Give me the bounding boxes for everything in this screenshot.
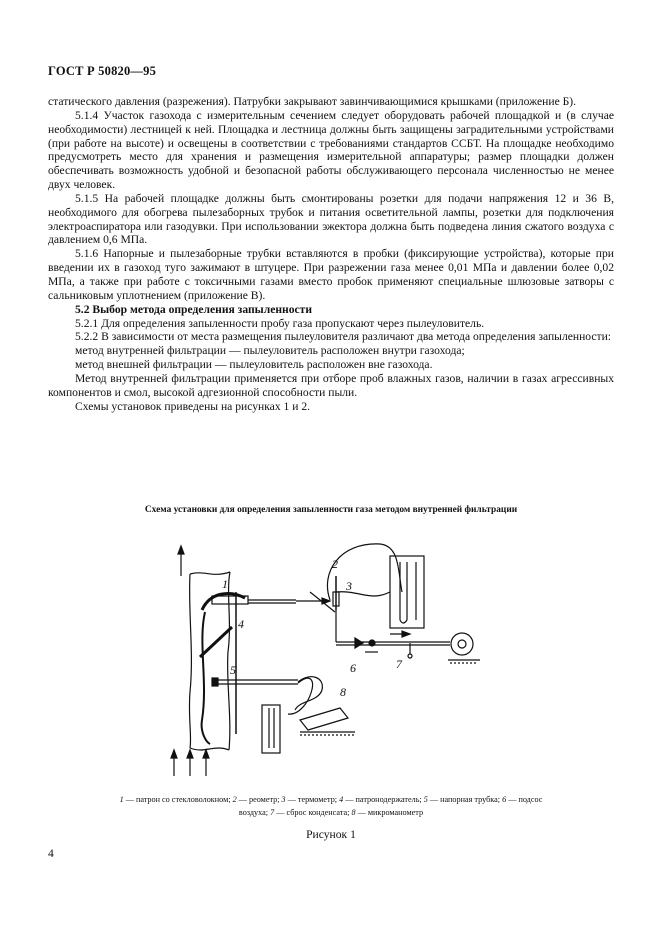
label-1: 1 [222, 577, 228, 591]
legend-text: воздуха; [238, 808, 271, 817]
label-6: 6 [350, 661, 356, 675]
legend-number: 3 [281, 795, 286, 804]
paragraph: 5.2.1 Для определения запыленности пробу газа пропускают через пылеуловитель. [75, 316, 485, 330]
label-2: 2 [332, 557, 338, 571]
legend-text: — микроманометр [355, 808, 424, 817]
page-number: 4 [48, 847, 54, 860]
paragraph: 5.2.2 В зависимости от места размещения пылеуловителя различают два метода определения запыленности: [75, 330, 612, 344]
body-text [48, 95, 614, 413]
figure-caption: Рисунок 1 [306, 828, 356, 841]
paragraph: метод внутренней фильтрации — пылеуловитель расположен внутри газохода; [75, 344, 465, 358]
label-5: 5 [230, 663, 236, 677]
legend-number: 8 [351, 808, 356, 817]
legend-text: — реометр; [236, 795, 282, 804]
legend-number: 1 [119, 795, 124, 804]
legend-number: 6 [502, 795, 507, 804]
figure-legend [48, 793, 614, 819]
paragraph: 5.1.6 Напорные и пылезаборные трубки вставляются в пробки (фиксирующие устройства), которые при введении их в газоход туго зажимают в штуцере. При разрежении газа менее 0,01 МПа и давлении более 0,02 МПа, а также при работе с токсичными газами вместо пробок применяют специальные шлюзовые затворы с сальниковым уплотнением (приложение В). [48, 247, 614, 302]
legend-line-1 [48, 793, 614, 806]
paragraph: Схемы установок приведены на рисунках 1 и 2. [75, 399, 311, 413]
paragraph: статического давления (разрежения). Патрубки закрывают завинчивающимися крышками (приложение Б). [48, 95, 577, 108]
document-header: ГОСТ Р 50820—95 [48, 64, 157, 78]
legend-number: 2 [232, 795, 237, 804]
legend-text: — напорная трубка; [427, 795, 503, 804]
legend-text: — сброс конденсата; [274, 808, 352, 817]
legend-text: — патронодержатель; [343, 795, 424, 804]
legend-text: — подсос [506, 795, 543, 804]
paragraph: метод внешней фильтрации — пылеуловитель расположен вне газохода. [75, 358, 433, 372]
label-3: 3 [346, 579, 352, 593]
paragraph: 5.1.4 Участок газохода с измерительным сечением следует оборудовать рабочей площадкой и (в случае необходимости) лестницей к ней. Площадка и лестница должны быть защищены заградительными устройствами (при работе на высоте) и освещены в соответствии с требованиями стандартов ССБТ. На площадке необходимо предусмотреть место для хранения и размещения измерительной аппаратуры; размер площадки должен обеспечивать возможность удобной и безопасной работы обслуживающего персонала численностью не менее двух человек. [48, 108, 614, 192]
label-4: 4 [238, 617, 244, 631]
legend-line-2 [48, 806, 614, 819]
legend-number: 4 [339, 795, 344, 804]
legend-number: 5 [423, 795, 428, 804]
label-8: 8 [340, 685, 346, 699]
section-heading: 5.2 Выбор метода определения запыленности [75, 302, 313, 316]
installation-diagram [150, 532, 500, 780]
paragraph: 5.1.5 На рабочей площадке должны быть смонтированы розетки для подачи напряжения 12 и 36 В, необходимого для обогрева пылезаборных трубок и питания осветительной лампы, розетки для подключения электроаспиратора или газодувки. При использовании эжектора должна быть подведена линия сжатого воздуха с давлением 0,6 МПа. [48, 191, 614, 247]
legend-number: 7 [270, 808, 275, 817]
legend-text: — термометр; [285, 795, 340, 804]
legend-text: — патрон со стекловолокном; [123, 795, 233, 804]
figure-title: Схема установки для определения запыленности газа методом внутренней фильтрации [144, 505, 518, 515]
paragraph: Метод внутренней фильтрации применяется при отборе проб влажных газов, наличии в газах агрессивных компонентов и смол, высокой адгезионной способности пыли. [48, 371, 614, 399]
label-7: 7 [396, 657, 402, 671]
